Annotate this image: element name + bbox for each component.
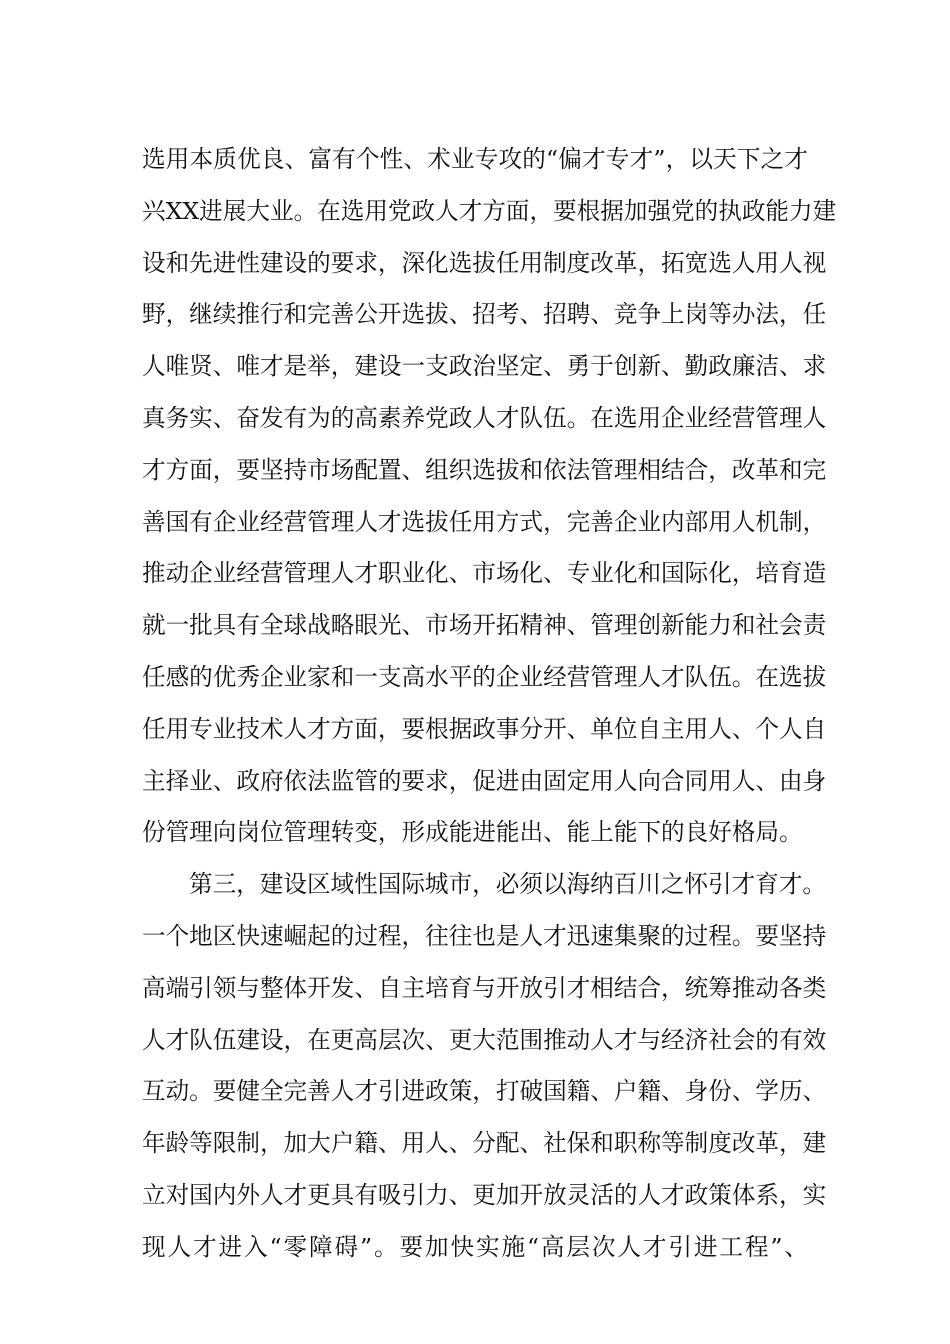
line-text: 立对国内外人才更具有吸引力、更加开放灵活的人才政策体系，实 xyxy=(142,1180,827,1209)
line-text: 真务实、奋发有为的高素养党政人才队伍。在选用企业经营管理人 xyxy=(142,403,827,432)
text-line xyxy=(142,1066,827,1118)
text-line xyxy=(142,756,827,808)
line-text: 现人才进入“零障碍”。要加快实施“高层次人才引进工程”、 xyxy=(142,1232,808,1261)
text-line xyxy=(142,1222,808,1274)
line-text: 年龄等限制，加大户籍、用人、分配、社保和职称等制度改革，建 xyxy=(142,1129,827,1158)
text-line xyxy=(142,289,827,341)
line-text: 选用本质优良、富有个性、术业专攻的“偏才专才”，以天下之才 xyxy=(142,145,808,173)
line-text: 兴XX进展大业。在选用党政人才方面，要根据加强党的执政能力建 xyxy=(142,196,837,225)
line-text: 一个地区快速崛起的过程，往往也是人才迅速集聚的过程。要坚持 xyxy=(142,921,827,950)
text-line xyxy=(142,652,827,704)
text-line xyxy=(142,1118,827,1170)
text-line xyxy=(142,341,827,393)
line-text: 第三，建设区域性国际城市，必须以海纳百川之怀引才育才。 xyxy=(189,870,827,899)
text-line xyxy=(142,497,827,549)
line-text: 主择业、政府依法监管的要求，促进由固定用人向合同用人、由身 xyxy=(142,766,827,795)
line-text: 推动企业经营管理人才职业化、市场化、专业化和国际化，培育造 xyxy=(142,559,827,588)
text-line xyxy=(142,807,808,859)
paragraph-2 xyxy=(142,859,827,1273)
line-text: 高端引领与整体开发、自主培育与开放引才相结合，统筹推动各类 xyxy=(142,973,827,1002)
line-text: 任感的优秀企业家和一支高水平的企业经营管理人才队伍。在选拔 xyxy=(142,662,827,691)
line-text: 人才队伍建设，在更高层次、更大范围推动人才与经济社会的有效 xyxy=(142,1025,827,1054)
line-text: 野，继续推行和完善公开选拔、招考、招聘、竞争上岗等办法，任 xyxy=(142,300,827,329)
line-text: 任用专业技术人才方面，要根据政事分开、单位自主用人、个人自 xyxy=(142,714,827,743)
line-text: 才方面，要坚持市场配置、组织选拔和依法管理相结合，改革和完 xyxy=(142,455,827,484)
text-line xyxy=(142,238,827,290)
line-text: 人唯贤、唯才是举，建设一支政治坚定、勇于创新、勤政廉洁、求 xyxy=(142,352,827,381)
text-line xyxy=(142,1015,827,1067)
text-line xyxy=(142,911,827,963)
text-line xyxy=(142,1170,827,1222)
text-line xyxy=(142,600,827,652)
line-text: 互动。要健全完善人才引进政策，打破国籍、户籍、身份、学历、 xyxy=(142,1077,827,1106)
paragraph-1 xyxy=(142,134,837,859)
line-text: 份管理向岗位管理转变，形成能进能出、能上能下的良好格局。 xyxy=(142,818,803,847)
text-line xyxy=(142,186,837,238)
text-line xyxy=(142,548,827,600)
line-text: 善国有企业经营管理人才选拔任用方式，完善企业内部用人机制， xyxy=(142,507,827,536)
text-line xyxy=(142,393,827,445)
text-line xyxy=(142,134,808,186)
text-line xyxy=(142,859,827,911)
text-line xyxy=(142,445,827,497)
text-line xyxy=(142,963,827,1015)
line-text: 设和先进性建设的要求，深化选拔任用制度改革，拓宽选人用人视 xyxy=(142,248,827,277)
text-line xyxy=(142,704,827,756)
line-text: 就一批具有全球战略眼光、市场开拓精神、管理创新能力和社会责 xyxy=(142,611,827,640)
document-body xyxy=(142,134,837,1274)
